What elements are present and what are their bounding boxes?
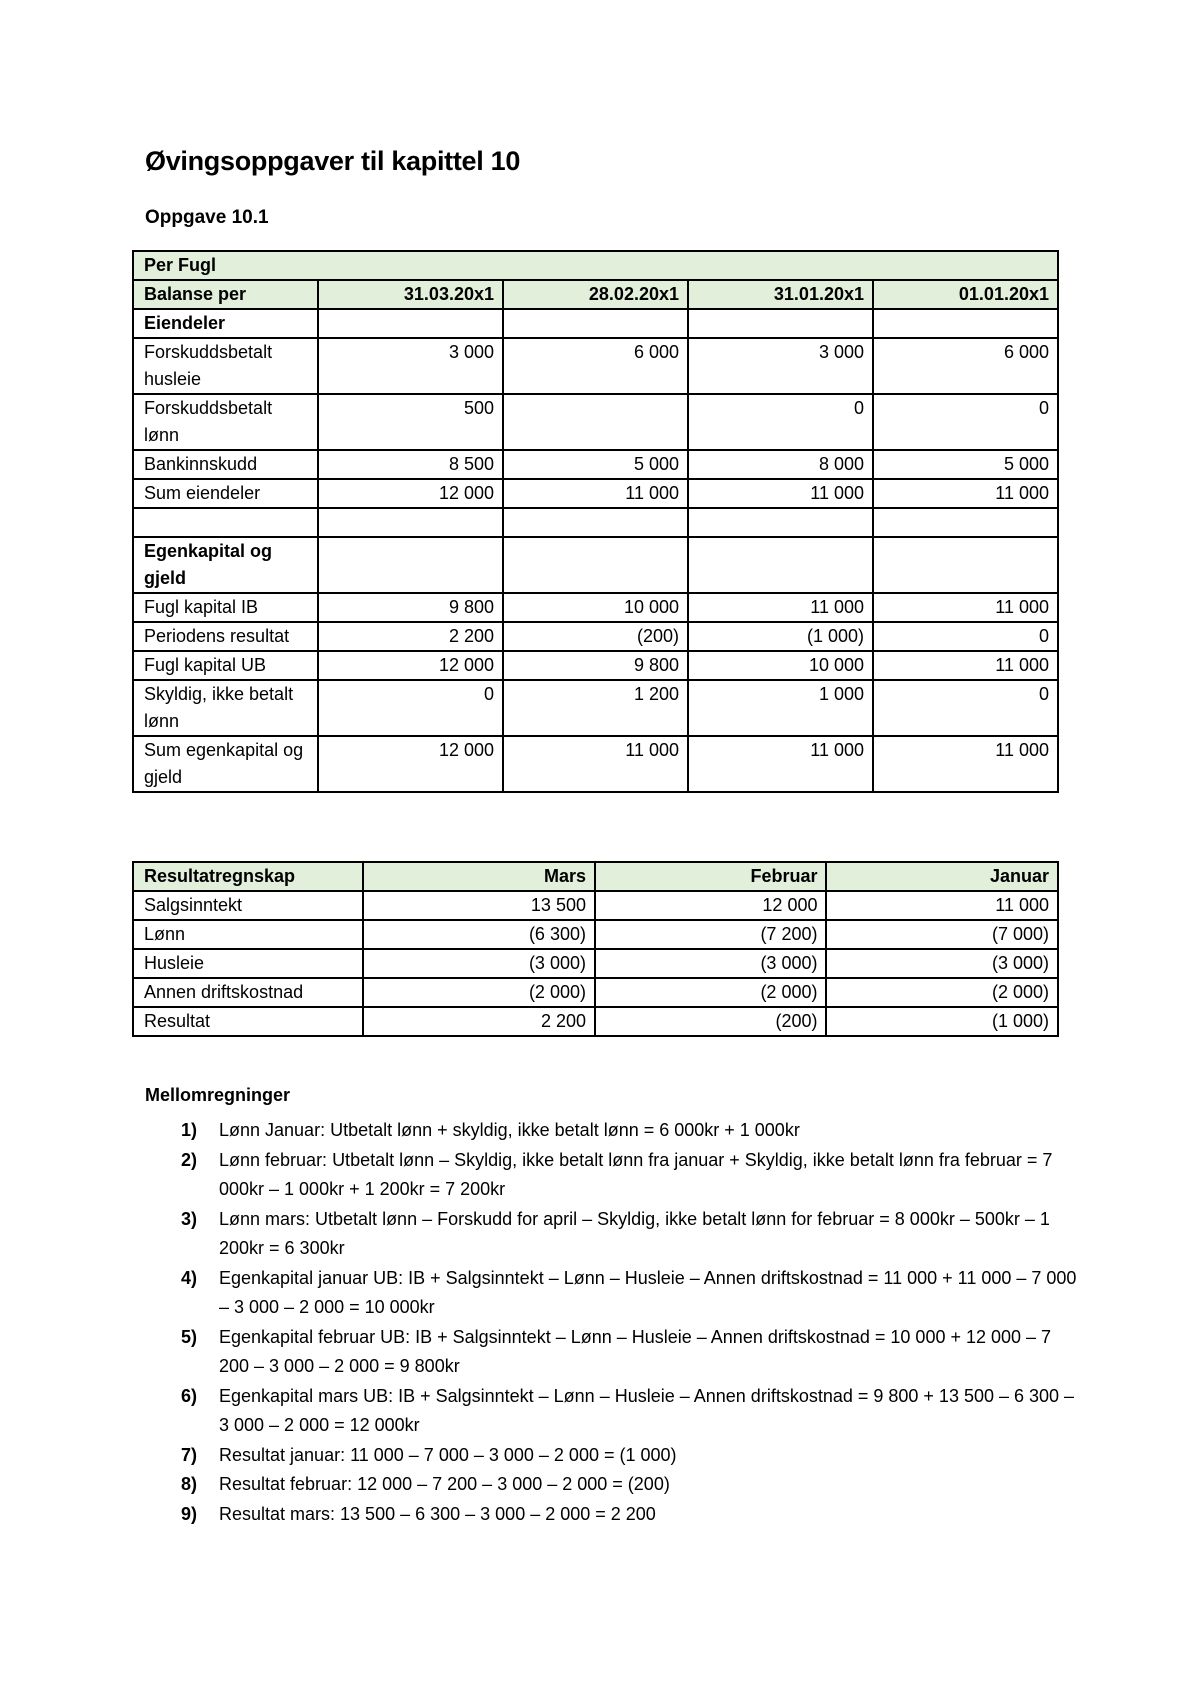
page-title: Øvingsoppgaver til kapittel 10 xyxy=(145,146,521,176)
value-cell xyxy=(318,508,503,537)
list-item xyxy=(145,1441,1085,1471)
value-cell: 6 000 xyxy=(503,338,688,394)
row-label-cell: Forskuddsbetalt husleie xyxy=(133,338,318,394)
item-text: Lønn mars: Utbetalt lønn – Forskudd for april – Skyldig, ikke betalt lønn for februar = 8 000kr – 500kr – 1 200kr = 6 300kr xyxy=(219,1208,1050,1258)
value-cell: (200) xyxy=(595,1007,827,1036)
item-number: 4) xyxy=(181,1267,198,1288)
row-label-cell: Fugl kapital UB xyxy=(133,651,318,680)
value-cell: (3 000) xyxy=(826,949,1058,978)
value-cell: 11 000 xyxy=(873,479,1058,508)
table-row xyxy=(133,949,1058,978)
value-cell xyxy=(503,508,688,537)
value-cell: 8 500 xyxy=(318,450,503,479)
value-cell: 1 000 xyxy=(688,680,873,736)
row-label-cell: Periodens resultat xyxy=(133,622,318,651)
row-label-cell: Egenkapital og gjeld xyxy=(133,537,318,593)
value-cell: 11 000 xyxy=(503,479,688,508)
table-row xyxy=(133,593,1058,622)
row-label-cell: Sum egenkapital og gjeld xyxy=(133,736,318,792)
table-row xyxy=(133,651,1058,680)
value-cell: 9 800 xyxy=(503,651,688,680)
value-cell xyxy=(688,309,873,338)
item-number: 6) xyxy=(181,1385,198,1406)
value-cell: 11 000 xyxy=(688,479,873,508)
section-title: Oppgave 10.1 xyxy=(145,207,269,228)
value-cell: 3 000 xyxy=(318,338,503,394)
value-cell: (1 000) xyxy=(688,622,873,651)
value-cell: 0 xyxy=(688,394,873,450)
value-cell xyxy=(873,537,1058,593)
value-cell: 9 800 xyxy=(318,593,503,622)
value-cell: 13 500 xyxy=(363,891,595,920)
table-row xyxy=(133,251,1058,280)
value-cell: 11 000 xyxy=(826,891,1058,920)
value-cell xyxy=(318,537,503,593)
value-cell: (6 300) xyxy=(363,920,595,949)
value-cell: 5 000 xyxy=(873,450,1058,479)
header-label-cell: Resultatregnskap xyxy=(133,862,363,891)
value-cell: (1 000) xyxy=(826,1007,1058,1036)
value-cell xyxy=(688,537,873,593)
value-cell: 10 000 xyxy=(688,651,873,680)
item-number: 2) xyxy=(181,1149,198,1170)
row-label-cell: Fugl kapital IB xyxy=(133,593,318,622)
table-row xyxy=(133,891,1058,920)
value-cell xyxy=(503,537,688,593)
value-cell: (7 000) xyxy=(826,920,1058,949)
table-row xyxy=(133,1007,1058,1036)
table-row xyxy=(133,920,1058,949)
table-row xyxy=(133,978,1058,1007)
calculations-title: Mellomregninger xyxy=(145,1085,291,1105)
row-label-cell: Sum eiendeler xyxy=(133,479,318,508)
table-row xyxy=(133,338,1058,394)
value-cell: (2 000) xyxy=(826,978,1058,1007)
value-cell: (2 000) xyxy=(595,978,827,1007)
value-cell xyxy=(688,508,873,537)
row-label-cell: Skyldig, ikke betalt lønn xyxy=(133,680,318,736)
item-text: Lønn Januar: Utbetalt lønn + skyldig, ikke betalt lønn = 6 000kr + 1 000kr xyxy=(219,1120,800,1140)
table-row xyxy=(133,622,1058,651)
header-date-cell: 28.02.20x1 xyxy=(503,280,688,309)
value-cell: 0 xyxy=(873,680,1058,736)
header-label-cell: Balanse per xyxy=(133,280,318,309)
value-cell: 12 000 xyxy=(318,651,503,680)
row-label-cell: Bankinnskudd xyxy=(133,450,318,479)
value-cell: (2 000) xyxy=(363,978,595,1007)
row-label-cell xyxy=(133,508,318,537)
header-month-cell: Mars xyxy=(363,862,595,891)
value-cell: 11 000 xyxy=(503,736,688,792)
calculations-list xyxy=(145,1116,1085,1529)
value-cell: 11 000 xyxy=(688,593,873,622)
table-header-row xyxy=(133,280,1058,309)
list-item xyxy=(145,1146,1085,1205)
value-cell: 0 xyxy=(318,680,503,736)
header-date-cell: 01.01.20x1 xyxy=(873,280,1058,309)
table-row xyxy=(133,309,1058,338)
value-cell: 6 000 xyxy=(873,338,1058,394)
value-cell: 0 xyxy=(873,622,1058,651)
item-text: Resultat januar: 11 000 – 7 000 – 3 000 – 2 000 = (1 000) xyxy=(219,1444,677,1465)
table-row xyxy=(133,394,1058,450)
table-row xyxy=(133,479,1058,508)
item-number: 8) xyxy=(181,1474,198,1494)
value-cell: 5 000 xyxy=(503,450,688,479)
item-number: 3) xyxy=(181,1208,198,1229)
list-item xyxy=(145,1382,1085,1441)
value-cell: 8 000 xyxy=(688,450,873,479)
value-cell: (3 000) xyxy=(595,949,827,978)
value-cell: (200) xyxy=(503,622,688,651)
list-item xyxy=(145,1116,1085,1146)
value-cell: (7 200) xyxy=(595,920,827,949)
item-number: 5) xyxy=(181,1326,198,1347)
row-label-cell: Salgsinntekt xyxy=(133,891,363,920)
value-cell: 3 000 xyxy=(688,338,873,394)
item-text: Resultat mars: 13 500 – 6 300 – 3 000 – 2 000 = 2 200 xyxy=(219,1503,656,1524)
value-cell: 2 200 xyxy=(318,622,503,651)
table-row xyxy=(133,450,1058,479)
value-cell: 500 xyxy=(318,394,503,450)
balance-table xyxy=(132,250,1059,793)
value-cell: 11 000 xyxy=(873,651,1058,680)
item-text: Egenkapital mars UB: IB + Salgsinntekt – Lønn – Husleie – Annen driftskostnad = 9 800 + 13 500 – 6 300 – 3 000 – 2 000 = 12 000kr xyxy=(219,1385,1075,1435)
table-row xyxy=(133,508,1058,537)
item-text: Resultat februar: 12 000 – 7 200 – 3 000 – 2 000 = (200) xyxy=(219,1474,670,1494)
value-cell xyxy=(503,309,688,338)
list-item xyxy=(145,1323,1085,1382)
list-item xyxy=(145,1205,1085,1264)
row-label-cell: Resultat xyxy=(133,1007,363,1036)
row-label-cell: Eiendeler xyxy=(133,309,318,338)
value-cell xyxy=(318,309,503,338)
value-cell: 12 000 xyxy=(318,479,503,508)
table-row xyxy=(133,736,1058,792)
value-cell xyxy=(873,309,1058,338)
header-date-cell: 31.03.20x1 xyxy=(318,280,503,309)
value-cell xyxy=(503,394,688,450)
item-number: 1) xyxy=(181,1120,198,1140)
item-number: 7) xyxy=(181,1444,198,1465)
value-cell: 10 000 xyxy=(503,593,688,622)
list-item xyxy=(145,1470,1085,1500)
income-statement-table xyxy=(132,861,1059,1037)
value-cell xyxy=(873,508,1058,537)
item-number: 9) xyxy=(181,1503,198,1524)
list-item xyxy=(145,1500,1085,1530)
item-text: Egenkapital januar UB: IB + Salgsinntekt – Lønn – Husleie – Annen driftskostnad = 11 000 + 11 000 – 7 000 – 3 000 – 2 000 = 10 000kr xyxy=(219,1267,1077,1317)
row-label-cell: Annen driftskostnad xyxy=(133,978,363,1007)
item-text: Lønn februar: Utbetalt lønn – Skyldig, ikke betalt lønn fra januar + Skyldig, ikke betalt lønn fra februar = 7 000kr – 1 000kr + 1 200kr = 7 200kr xyxy=(219,1149,1053,1199)
value-cell: 11 000 xyxy=(873,736,1058,792)
value-cell: 0 xyxy=(873,394,1058,450)
value-cell: 12 000 xyxy=(595,891,827,920)
table-row xyxy=(133,680,1058,736)
row-label-cell: Forskuddsbetalt lønn xyxy=(133,394,318,450)
header-date-cell: 31.01.20x1 xyxy=(688,280,873,309)
table-header-row xyxy=(133,862,1058,891)
item-text: Egenkapital februar UB: IB + Salgsinntekt – Lønn – Husleie – Annen driftskostnad = 10 000 + 12 000 – 7 200 – 3 000 – 2 000 = 9 800kr xyxy=(219,1326,1052,1376)
value-cell: (3 000) xyxy=(363,949,595,978)
header-month-cell: Januar xyxy=(826,862,1058,891)
header-month-cell: Februar xyxy=(595,862,827,891)
list-item xyxy=(145,1264,1085,1323)
row-label-cell: Lønn xyxy=(133,920,363,949)
company-name-cell: Per Fugl xyxy=(133,251,1058,280)
row-label-cell: Husleie xyxy=(133,949,363,978)
value-cell: 11 000 xyxy=(688,736,873,792)
table-row xyxy=(133,537,1058,593)
value-cell: 11 000 xyxy=(873,593,1058,622)
value-cell: 12 000 xyxy=(318,736,503,792)
value-cell: 1 200 xyxy=(503,680,688,736)
value-cell: 2 200 xyxy=(363,1007,595,1036)
